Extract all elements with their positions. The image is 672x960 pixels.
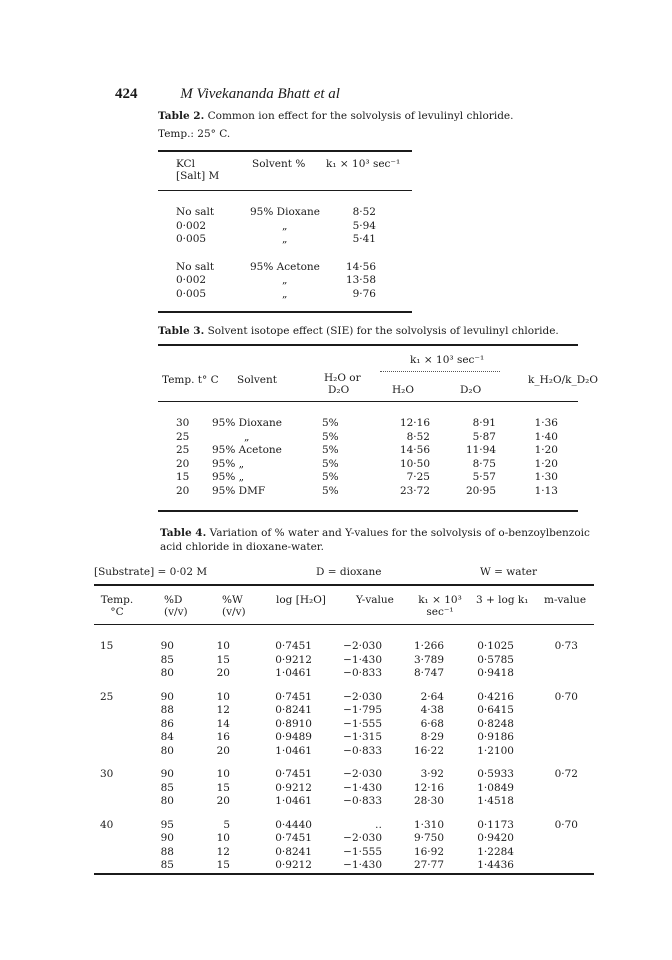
temp-cell: 25 bbox=[176, 444, 190, 457]
log-cell: 0·7451 bbox=[275, 690, 312, 703]
empty-cell bbox=[100, 704, 134, 718]
table-row bbox=[176, 233, 376, 247]
temp-cell: 20 bbox=[176, 484, 190, 497]
pct-cell: 5% bbox=[322, 484, 339, 497]
table2-label: Table 2. bbox=[158, 110, 205, 122]
k-cell: 2·64 bbox=[420, 690, 444, 703]
k-cell: 5·41 bbox=[352, 233, 376, 245]
logk-cell: 0·4216 bbox=[477, 690, 514, 703]
y-cell: ‥ bbox=[374, 818, 382, 831]
table4-header-rule bbox=[94, 624, 594, 625]
empty-cell bbox=[514, 745, 578, 759]
d-cell: 90 bbox=[160, 768, 174, 780]
log-cell: 0·9489 bbox=[275, 731, 312, 743]
table-row bbox=[100, 859, 578, 873]
table-row bbox=[100, 795, 578, 809]
y-cell: −1·430 bbox=[343, 781, 382, 794]
empty-cell bbox=[100, 859, 134, 873]
y-cell: −1·555 bbox=[343, 845, 382, 858]
log-cell: 0·7451 bbox=[275, 832, 312, 844]
table-row bbox=[100, 819, 578, 833]
table2-body bbox=[176, 206, 376, 301]
w-cell: 10 bbox=[216, 690, 230, 703]
table3-header-h2o-or bbox=[324, 372, 361, 396]
table2-temp: Temp.: 25° C. bbox=[158, 128, 231, 140]
table3-body bbox=[176, 417, 558, 499]
d-cell: 90 bbox=[160, 640, 174, 652]
empty-cell bbox=[100, 731, 134, 745]
salt-cell: No salt bbox=[176, 260, 215, 273]
logk-cell: 0·5785 bbox=[477, 653, 514, 666]
d-cell: 80 bbox=[160, 744, 174, 757]
d2o-cell: 5·57 bbox=[472, 471, 496, 484]
ratio-cell: 1·20 bbox=[534, 457, 558, 470]
table-row bbox=[100, 782, 578, 796]
k-cell: 1·266 bbox=[413, 640, 444, 652]
temp-cell: 40 bbox=[100, 818, 114, 831]
table4-bottom-rule bbox=[94, 873, 594, 875]
table4-header-m: m-value bbox=[544, 594, 587, 606]
table4-header-logk: 3 + log k₁ bbox=[476, 594, 529, 606]
table2-caption bbox=[158, 109, 513, 123]
m-cell: 0·73 bbox=[554, 640, 578, 652]
d-cell: 88 bbox=[160, 704, 174, 716]
d-cell: 80 bbox=[160, 667, 174, 679]
solvent-cell: 95% „ bbox=[212, 471, 245, 484]
table4-header-w-line2: (v/v) bbox=[222, 606, 246, 618]
table3-label: Table 3. bbox=[158, 325, 205, 337]
table-row bbox=[176, 220, 376, 234]
ratio-cell: 1·13 bbox=[534, 484, 558, 497]
d-cell: 86 bbox=[160, 717, 174, 730]
temp-cell: 15 bbox=[176, 471, 190, 484]
table3-caption-text: Solvent isotope effect (SIE) for the solvolysis of levulinyl chloride. bbox=[207, 325, 559, 337]
w-cell: 10 bbox=[216, 768, 230, 780]
table4-header-temp-line2: °C bbox=[110, 606, 124, 618]
h2o-cell: 7·25 bbox=[406, 471, 430, 484]
table3-header-group: k₁ × 10³ sec⁻¹ bbox=[410, 354, 485, 366]
table4-header-k-line2: sec⁻¹ bbox=[426, 606, 454, 618]
w-cell: 16 bbox=[216, 731, 230, 743]
empty-cell bbox=[100, 795, 134, 809]
w-cell: 20 bbox=[216, 667, 230, 679]
w-cell: 5 bbox=[223, 818, 230, 831]
y-cell: −0·833 bbox=[343, 744, 382, 757]
pct-cell: 5% bbox=[322, 457, 339, 470]
temp-cell: 25 bbox=[176, 430, 190, 443]
m-cell: 0·70 bbox=[554, 690, 578, 703]
solvent-cell: „ bbox=[282, 274, 288, 286]
empty-cell bbox=[100, 654, 134, 668]
empty-cell bbox=[100, 846, 134, 860]
ratio-cell: 1·36 bbox=[534, 417, 558, 429]
y-cell: −1·430 bbox=[343, 653, 382, 666]
solvent-cell: 95% DMF bbox=[212, 484, 266, 497]
d-cell: 85 bbox=[160, 781, 174, 794]
table4-header-d-line2: (v/v) bbox=[164, 606, 188, 618]
temp-cell: 30 bbox=[176, 417, 190, 429]
w-cell: 20 bbox=[216, 744, 230, 757]
table4-header-y: Y-value bbox=[356, 594, 394, 606]
h2o-cell: 10·50 bbox=[399, 457, 430, 470]
d-cell: 90 bbox=[160, 690, 174, 703]
y-cell: −0·833 bbox=[343, 667, 382, 679]
empty-cell bbox=[514, 782, 578, 796]
table-row bbox=[176, 444, 558, 458]
logk-cell: 0·9420 bbox=[477, 832, 514, 844]
log-cell: 0·4440 bbox=[275, 818, 312, 831]
table-row bbox=[100, 640, 578, 654]
k-cell: 3·92 bbox=[420, 768, 444, 780]
temp-cell: 20 bbox=[176, 457, 190, 470]
empty-cell bbox=[514, 704, 578, 718]
empty-cell bbox=[514, 832, 578, 846]
d-cell: 85 bbox=[160, 859, 174, 871]
k-cell: 16·92 bbox=[413, 845, 444, 858]
solvent-cell: „ bbox=[282, 219, 288, 232]
k-cell: 16·22 bbox=[413, 744, 444, 757]
table4-header-k-line1: k₁ × 10³ bbox=[418, 594, 462, 606]
table3-top-rule bbox=[158, 344, 578, 346]
table2-caption-text: Common ion effect for the solvolysis of levulinyl chloride. bbox=[207, 110, 514, 122]
w-cell: 10 bbox=[216, 640, 230, 652]
h2o-cell: 8·52 bbox=[406, 430, 430, 443]
d-cell: 95 bbox=[160, 818, 174, 831]
table3-header-rule bbox=[158, 401, 578, 402]
empty-cell bbox=[100, 718, 134, 732]
k-cell: 13·58 bbox=[345, 274, 376, 286]
k-cell: 14·56 bbox=[345, 260, 376, 273]
table3-header-h2o-or-line1: H₂O or bbox=[324, 372, 361, 384]
empty-cell bbox=[514, 846, 578, 860]
h2o-cell: 23·72 bbox=[399, 484, 430, 497]
solvent-cell: 95% Acetone bbox=[212, 444, 282, 457]
temp-cell: 15 bbox=[100, 640, 114, 652]
logk-cell: 0·6415 bbox=[477, 704, 514, 716]
table4-header-k bbox=[410, 594, 470, 618]
temp-cell: 25 bbox=[100, 690, 114, 703]
table3-header-ratio: k_H₂O/k_D₂O bbox=[528, 374, 598, 386]
table-row bbox=[176, 274, 376, 288]
log-cell: 0·8910 bbox=[275, 717, 312, 730]
salt-cell: 0·005 bbox=[176, 287, 207, 300]
table3-header-d2o: D₂O bbox=[460, 384, 482, 396]
temp-cell: 30 bbox=[100, 768, 114, 780]
table-row bbox=[100, 704, 578, 718]
d2o-cell: 20·95 bbox=[465, 484, 496, 497]
table2-header-rule bbox=[158, 190, 412, 191]
ratio-cell: 1·30 bbox=[534, 471, 558, 484]
solvent-cell: 95% Dioxane bbox=[212, 417, 282, 429]
table2-header-solvent: Solvent % bbox=[252, 158, 306, 170]
logk-cell: 1·2284 bbox=[477, 845, 514, 858]
page-number: 424 bbox=[115, 86, 138, 102]
k-cell: 8·29 bbox=[420, 731, 444, 743]
k-cell: 27·77 bbox=[413, 859, 444, 871]
table3-header-h2o: H₂O bbox=[392, 384, 414, 396]
table-row bbox=[176, 261, 376, 275]
d-cell: 85 bbox=[160, 653, 174, 666]
table4-header-temp-line1: Temp. bbox=[100, 594, 134, 606]
table-row bbox=[100, 832, 578, 846]
table3-header-temp: Temp. t° C bbox=[162, 374, 219, 386]
empty-cell bbox=[514, 718, 578, 732]
log-cell: 0·9212 bbox=[275, 859, 312, 871]
table3-header-solvent: Solvent bbox=[237, 374, 278, 386]
table-row bbox=[176, 431, 558, 445]
table-row bbox=[176, 417, 558, 431]
k-cell: 4·38 bbox=[420, 704, 444, 716]
empty-cell bbox=[514, 795, 578, 809]
k-cell: 5·94 bbox=[352, 219, 376, 232]
y-cell: −2·030 bbox=[343, 768, 382, 780]
pct-cell: 5% bbox=[322, 430, 339, 443]
empty-cell bbox=[100, 667, 134, 681]
logk-cell: 1·2100 bbox=[477, 744, 514, 757]
d-cell: 90 bbox=[160, 832, 174, 844]
y-cell: −2·030 bbox=[343, 640, 382, 652]
solvent-cell: „ bbox=[282, 233, 288, 245]
table2-top-rule bbox=[158, 150, 412, 152]
table-row bbox=[176, 206, 376, 220]
empty-cell bbox=[514, 731, 578, 745]
w-cell: 15 bbox=[216, 859, 230, 871]
table-row bbox=[100, 768, 578, 782]
empty-cell bbox=[100, 745, 134, 759]
table4-caption-line1: Variation of % water and Y-values for the solvolysis of o-benzoylbenzoic bbox=[209, 527, 590, 539]
w-cell: 20 bbox=[216, 795, 230, 807]
log-cell: 0·9212 bbox=[275, 653, 312, 666]
w-cell: 15 bbox=[216, 781, 230, 794]
running-title: M Vivekananda Bhatt et al bbox=[180, 86, 340, 102]
solvent-cell: 95% Dioxane bbox=[250, 206, 320, 218]
k-cell: 3·789 bbox=[413, 653, 444, 666]
logk-cell: 0·5933 bbox=[477, 768, 514, 780]
y-cell: −2·030 bbox=[343, 690, 382, 703]
table-row bbox=[100, 718, 578, 732]
table4-header-d bbox=[164, 594, 188, 618]
table2-bottom-rule bbox=[158, 311, 412, 313]
pct-cell: 5% bbox=[322, 417, 339, 429]
salt-cell: No salt bbox=[176, 206, 215, 218]
d2o-cell: 11·94 bbox=[465, 444, 496, 457]
table4-caption bbox=[160, 526, 590, 554]
logk-cell: 1·0849 bbox=[477, 781, 514, 794]
k-cell: 1·310 bbox=[413, 818, 444, 831]
y-cell: −1·430 bbox=[343, 859, 382, 871]
table-row bbox=[100, 745, 578, 759]
table4-top-rule bbox=[94, 584, 594, 586]
salt-cell: 0·002 bbox=[176, 274, 207, 286]
logk-cell: 0·9418 bbox=[477, 667, 514, 679]
log-cell: 0·9212 bbox=[275, 781, 312, 794]
table4-label: Table 4. bbox=[160, 527, 207, 539]
h2o-cell: 12·16 bbox=[399, 417, 430, 429]
pct-cell: 5% bbox=[322, 444, 339, 457]
table-row bbox=[100, 731, 578, 745]
running-header bbox=[115, 84, 340, 103]
k-cell: 9·76 bbox=[352, 287, 376, 300]
table2-header-salt bbox=[176, 158, 219, 182]
table2-header-salt-line1: KCl bbox=[176, 158, 195, 170]
solvent-cell: „ bbox=[282, 287, 288, 300]
log-cell: 1·0461 bbox=[275, 744, 312, 757]
table2-header-k: k₁ × 10³ sec⁻¹ bbox=[326, 158, 401, 170]
logk-cell: 0·1173 bbox=[477, 818, 514, 831]
table-row bbox=[100, 846, 578, 860]
d-cell: 84 bbox=[160, 731, 174, 743]
y-cell: −1·795 bbox=[343, 704, 382, 716]
m-cell: 0·70 bbox=[554, 818, 578, 831]
table4-w-legend: W = water bbox=[480, 566, 537, 578]
log-cell: 0·7451 bbox=[275, 768, 312, 780]
logk-cell: 1·4518 bbox=[477, 795, 514, 807]
table3-group-rule bbox=[380, 371, 500, 372]
log-cell: 1·0461 bbox=[275, 667, 312, 679]
table-row bbox=[100, 654, 578, 668]
empty-cell bbox=[100, 832, 134, 846]
k-cell: 8·747 bbox=[413, 667, 444, 679]
table4-body bbox=[100, 640, 578, 873]
table4-caption-line2: acid chloride in dioxane-water. bbox=[160, 541, 324, 553]
y-cell: −0·833 bbox=[343, 795, 382, 807]
pct-cell: 5% bbox=[322, 471, 339, 484]
y-cell: −1·315 bbox=[343, 731, 382, 743]
table3-caption bbox=[158, 324, 559, 338]
table2-header-salt-line2: [Salt] M bbox=[176, 170, 220, 182]
table3-bottom-rule bbox=[158, 510, 578, 512]
k-cell: 28·30 bbox=[413, 795, 444, 807]
table-row bbox=[176, 458, 558, 472]
log-cell: 0·7451 bbox=[275, 640, 312, 652]
ratio-cell: 1·40 bbox=[534, 430, 558, 443]
table-row bbox=[100, 667, 578, 681]
table3-header-h2o-or-line2: D₂O bbox=[328, 384, 350, 396]
d2o-cell: 8·75 bbox=[472, 457, 496, 470]
table-row bbox=[176, 288, 376, 302]
salt-cell: 0·002 bbox=[176, 219, 207, 232]
table4-header-w bbox=[222, 594, 246, 618]
table4-header-temp bbox=[96, 594, 138, 618]
empty-cell bbox=[100, 782, 134, 796]
m-cell: 0·72 bbox=[554, 768, 578, 780]
salt-cell: 0·005 bbox=[176, 233, 207, 245]
w-cell: 15 bbox=[216, 653, 230, 666]
table-row bbox=[100, 691, 578, 705]
table4-substrate: [Substrate] = 0·02 M bbox=[94, 566, 208, 578]
ratio-cell: 1·20 bbox=[534, 444, 558, 457]
d-cell: 80 bbox=[160, 795, 174, 807]
w-cell: 12 bbox=[216, 704, 230, 716]
empty-cell bbox=[514, 667, 578, 681]
solvent-cell: „ bbox=[244, 430, 250, 443]
k-cell: 9·750 bbox=[413, 832, 444, 844]
logk-cell: 1·4436 bbox=[477, 859, 514, 871]
w-cell: 12 bbox=[216, 845, 230, 858]
w-cell: 10 bbox=[216, 832, 230, 844]
table-row bbox=[176, 471, 558, 485]
d-cell: 88 bbox=[160, 845, 174, 858]
log-cell: 0·8241 bbox=[275, 704, 312, 716]
table4-header-log: log [H₂O] bbox=[276, 594, 326, 606]
d2o-cell: 8·91 bbox=[472, 417, 496, 429]
logk-cell: 0·8248 bbox=[477, 717, 514, 730]
logk-cell: 0·1025 bbox=[477, 640, 514, 652]
h2o-cell: 14·56 bbox=[399, 444, 430, 457]
log-cell: 0·8241 bbox=[275, 845, 312, 858]
k-cell: 6·68 bbox=[420, 717, 444, 730]
solvent-cell: 95% Acetone bbox=[250, 260, 320, 273]
table4-header-d-line1: %D bbox=[164, 594, 183, 606]
empty-cell bbox=[514, 859, 578, 873]
k-cell: 8·52 bbox=[352, 206, 376, 218]
w-cell: 14 bbox=[216, 717, 230, 730]
solvent-cell: 95% „ bbox=[212, 457, 245, 470]
y-cell: −1·555 bbox=[343, 717, 382, 730]
logk-cell: 0·9186 bbox=[477, 731, 514, 743]
log-cell: 1·0461 bbox=[275, 795, 312, 807]
table-row bbox=[176, 485, 558, 499]
y-cell: −2·030 bbox=[343, 832, 382, 844]
table4-header-w-line1: %W bbox=[222, 594, 243, 606]
table4-d-legend: D = dioxane bbox=[316, 566, 382, 578]
empty-cell bbox=[514, 654, 578, 668]
d2o-cell: 5·87 bbox=[472, 430, 496, 443]
k-cell: 12·16 bbox=[413, 781, 444, 794]
